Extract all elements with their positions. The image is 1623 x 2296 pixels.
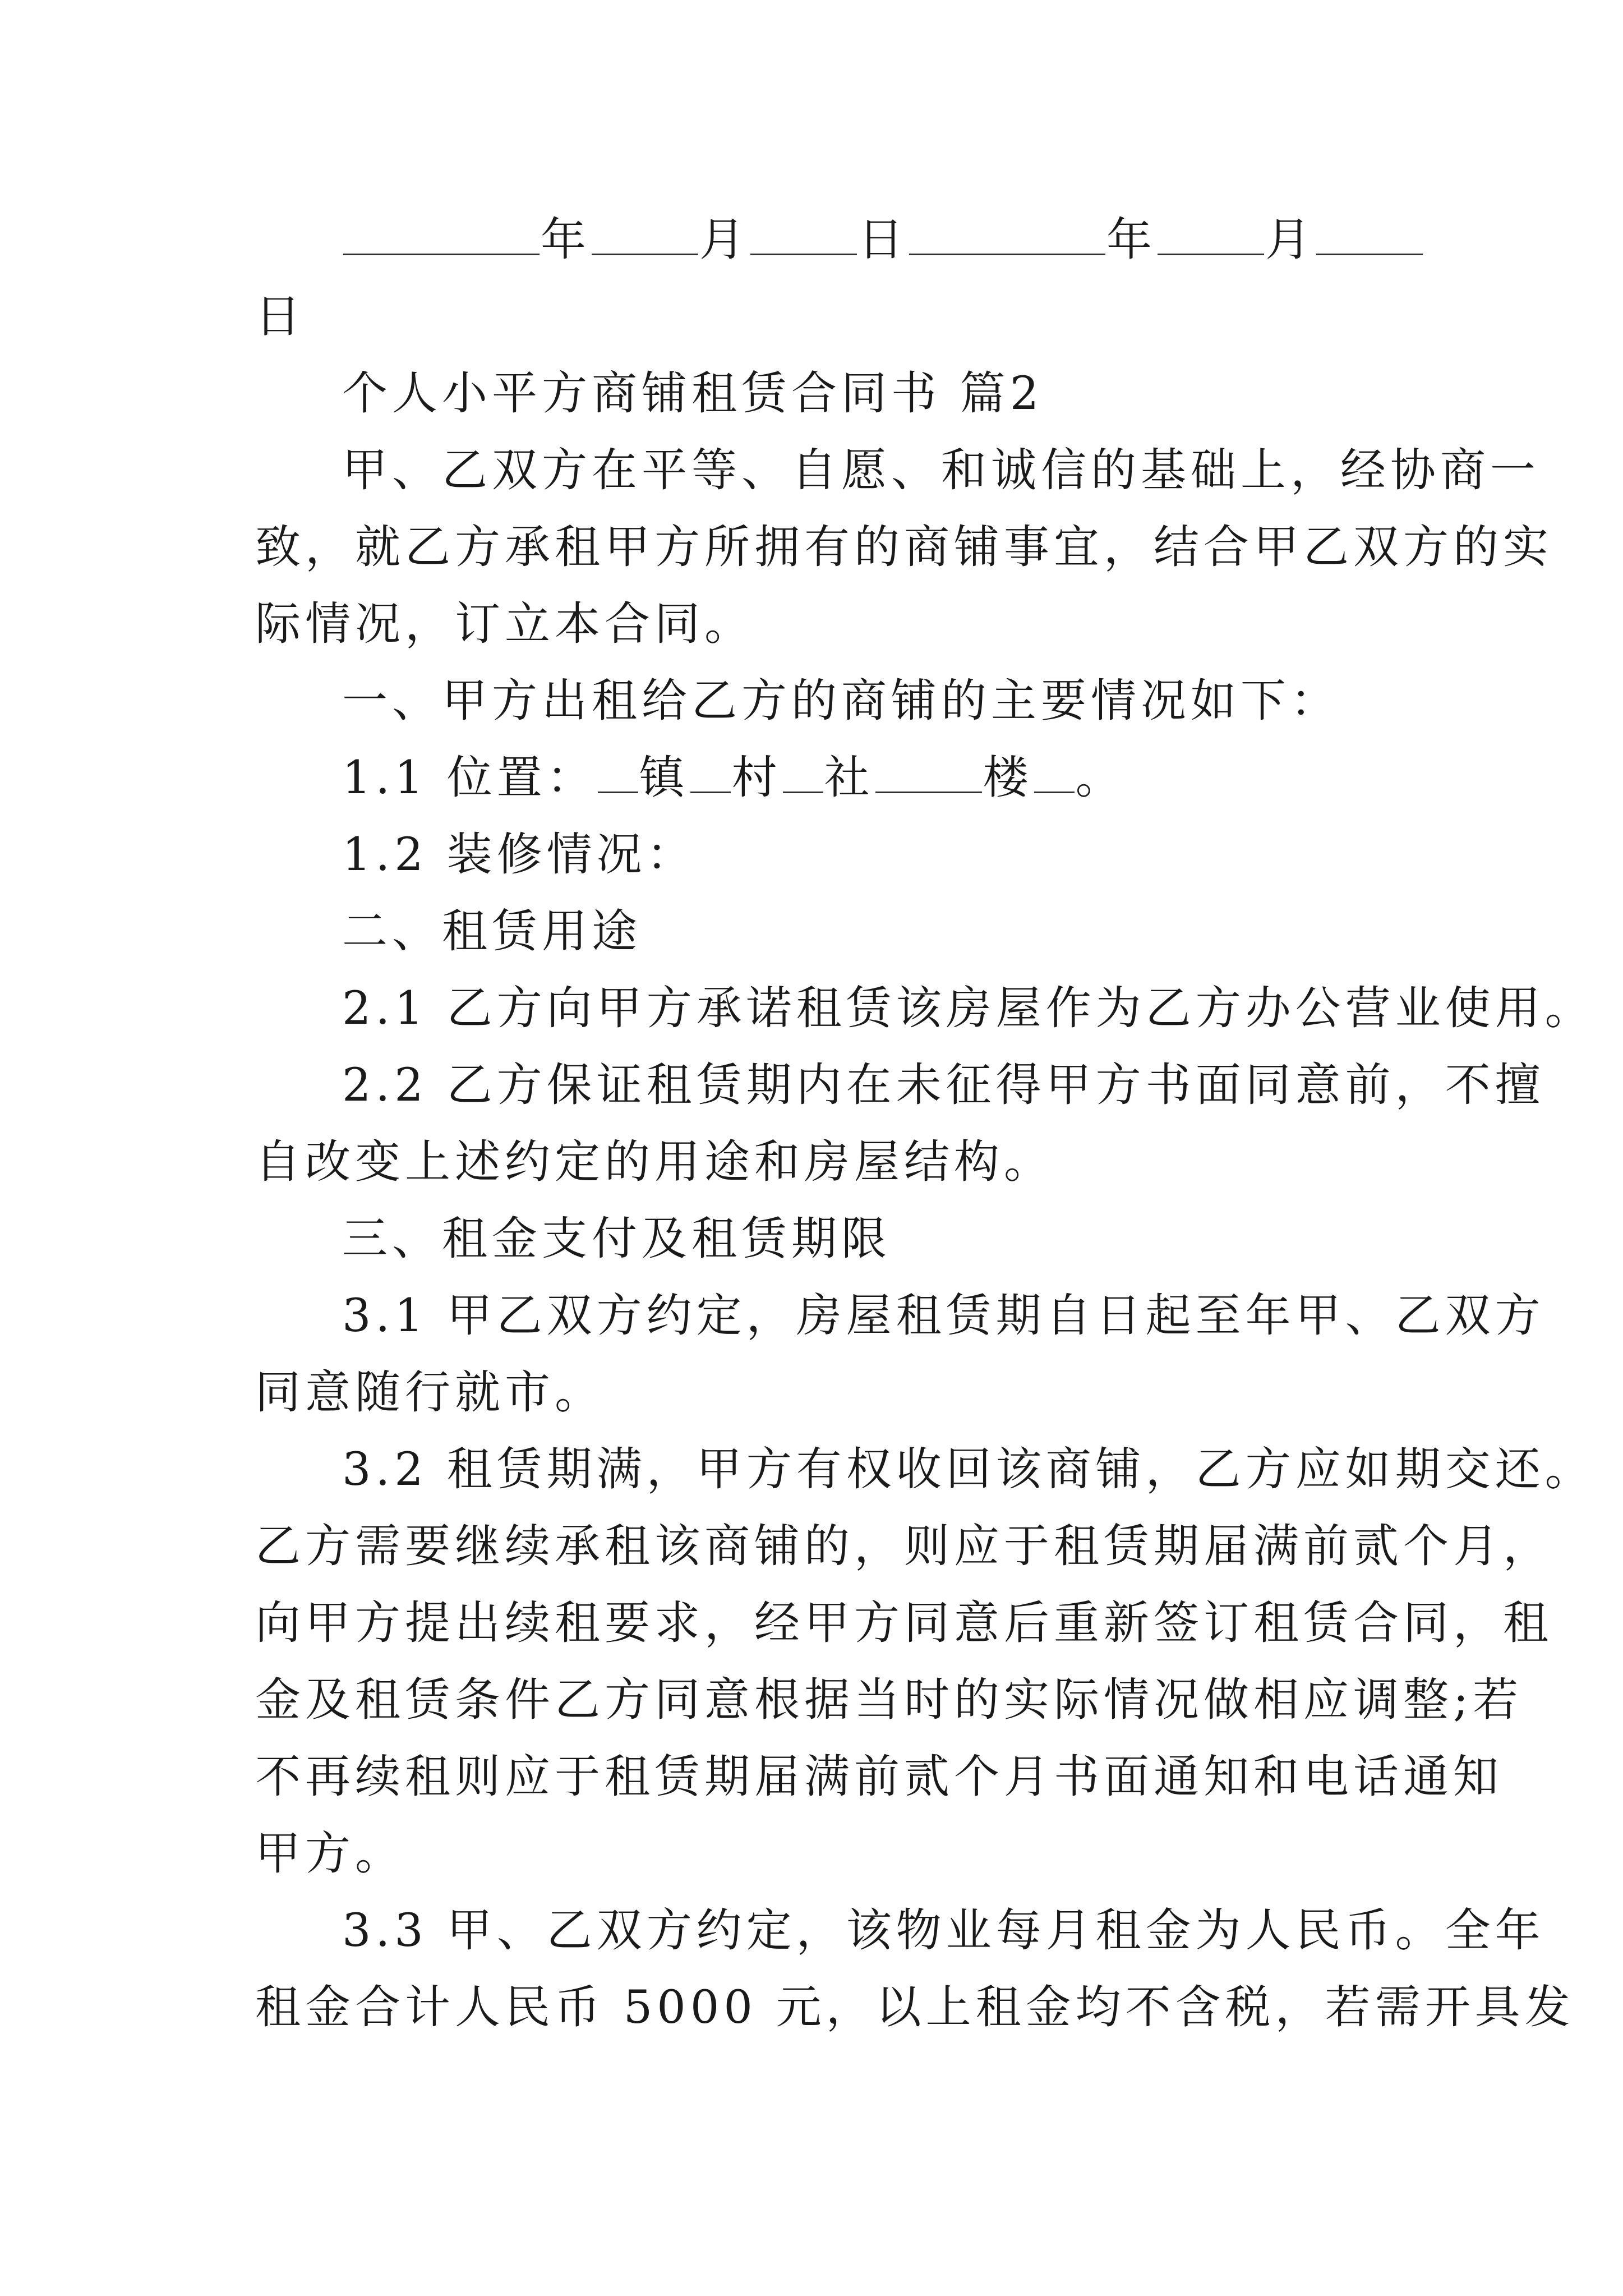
paragraph-line: 自改变上述约定的用途和房屋结构。: [255, 1136, 1054, 1189]
day-label: 日: [255, 291, 306, 343]
day-label: 日: [858, 214, 909, 266]
blank-field[interactable]: [750, 209, 857, 255]
blank-field[interactable]: [1316, 209, 1423, 255]
item-prefix: 1.1 位置：: [342, 752, 597, 804]
paragraph-line: 金及租赁条件乙方同意根据当时的实际情况做相应调整;若: [255, 1674, 1523, 1727]
community-label: 社: [824, 752, 874, 804]
location-line: [255, 740, 1382, 817]
blank-field[interactable]: [598, 747, 638, 793]
period: 。: [1075, 752, 1126, 804]
contract-text: [255, 202, 1595, 2046]
paragraph-line: 甲方。: [255, 1828, 405, 1880]
section-title: 二、租赁用途: [342, 905, 642, 958]
date-line: [255, 202, 1382, 279]
section-title: 一、甲方出租给乙方的商铺的主要情况如下：: [342, 675, 1341, 728]
section-heading: 个人小平方商铺租赁合同书 篇2: [342, 367, 1044, 420]
paragraph-line: 不再续租则应于租赁期届满前贰个月书面通知和电话通知: [255, 1751, 1504, 1803]
paragraph-line: 乙方需要继续承租该商铺的，则应于租赁期届满前贰个月，: [255, 1520, 1553, 1573]
blank-field[interactable]: [1158, 209, 1264, 255]
blank-field[interactable]: [909, 209, 1105, 255]
paragraph-line: 3.3 甲、乙双方约定，该物业每月租金为人民币。全年: [342, 1904, 1545, 1957]
blank-field[interactable]: [1034, 747, 1075, 793]
paragraph-line: 同意随行就市。: [255, 1366, 605, 1419]
section-title: 三、租金支付及租赁期限: [342, 1213, 892, 1266]
paragraph-line: 2.2 乙方保证租赁期内在未征得甲方书面同意前，不擅: [342, 1059, 1545, 1112]
paragraph-line: 3.2 租赁期满，甲方有权收回该商铺，乙方应如期交还。: [342, 1443, 1595, 1496]
paragraph-line: 际情况，订立本合同。: [255, 598, 755, 651]
building-label: 楼: [983, 752, 1033, 804]
blank-field[interactable]: [343, 209, 540, 255]
blank-field[interactable]: [690, 747, 731, 793]
month-label: 月: [1265, 214, 1316, 266]
paragraph-line: 2.1 乙方向甲方承诺租赁该房屋作为乙方办公营业使用。: [342, 982, 1595, 1035]
paragraph-line: 1.2 装修情况：: [342, 829, 697, 881]
blank-field[interactable]: [783, 747, 823, 793]
paragraph-line: 向甲方提出续租要求，经甲方同意后重新签订租赁合同，租: [255, 1597, 1553, 1650]
village-label: 村: [731, 752, 782, 804]
paragraph-line: 致，就乙方承租甲方所拥有的商铺事宜，结合甲乙双方的实: [255, 521, 1553, 574]
year-label: 年: [541, 214, 591, 266]
date-line-wrap: [255, 279, 1382, 356]
year-label: 年: [1106, 214, 1157, 266]
blank-field[interactable]: [875, 747, 982, 793]
blank-field[interactable]: [592, 209, 698, 255]
month-label: 月: [699, 214, 750, 266]
paragraph-line: 租金合计人民币 5000 元，以上租金均不含税，若需开具发: [255, 1981, 1575, 2034]
paragraph-line: 甲、乙双方在平等、自愿、和诚信的基础上，经协商一: [342, 444, 1541, 497]
town-label: 镇: [639, 752, 689, 804]
paragraph-line: 3.1 甲乙双方约定，房屋租赁期自日起至年甲、乙双方: [342, 1290, 1545, 1342]
